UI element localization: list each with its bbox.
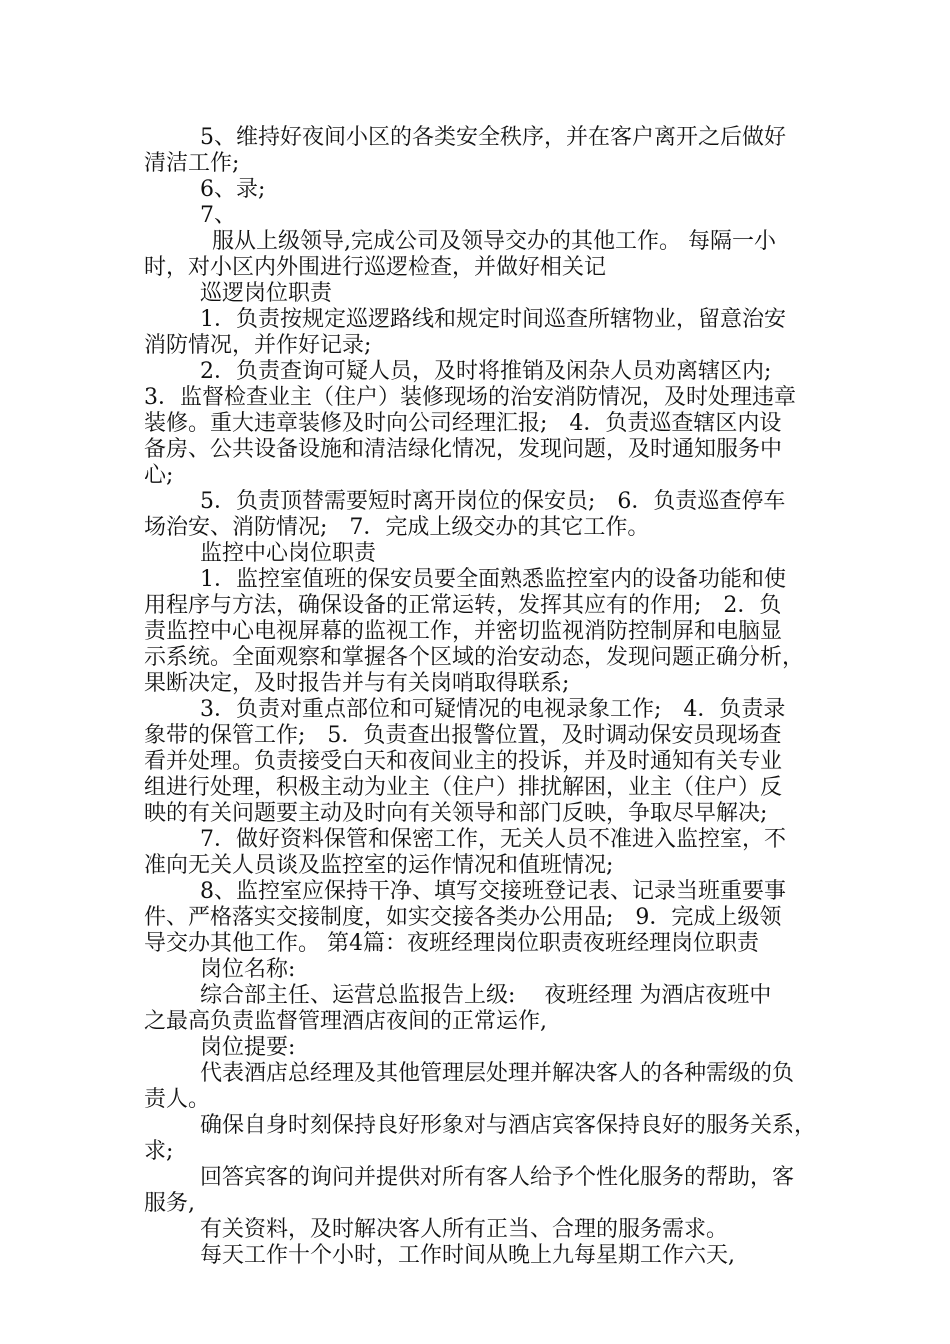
text-line: 准向无关人员谈及监控室的运作情况和值班情况; [144, 853, 614, 878]
text-line: 1．监控室值班的保安员要全面熟悉监控室内的设备功能和使 [200, 567, 786, 592]
text-line: 5、维持好夜间小区的各类安全秩序，并在客户离开之后做好 [200, 125, 786, 150]
text-line: 之最高负责监督管理酒店夜间的正常运作, [144, 1009, 547, 1034]
text-line: 3．负责对重点部位和可疑情况的电视录象工作; 4．负责录 [200, 697, 786, 722]
text-line: 服务, [144, 1191, 195, 1216]
text-line: 求; [144, 1139, 174, 1164]
text-line: 1．负责按规定巡逻路线和规定时间巡查所辖物业，留意治安 [200, 307, 786, 332]
text-line: 时，对小区内外围进行巡逻检查，并做好相关记 [144, 255, 607, 280]
text-line: 每天工作十个小时，工作时间从晚上九每星期工作六天, [200, 1243, 735, 1268]
text-line: 有关资料，及时解决客人所有正当、合理的服务需求。 [200, 1217, 729, 1242]
text-line: 果断决定，及时报告并与有关岗哨取得联系; [144, 671, 570, 696]
text-line: 组进行处理，积极主动为业主（住户）排扰解困，业主（住户）反 [144, 775, 783, 800]
text-line: 备房、公共设备设施和清洁绿化情况，发现问题，及时通知服务中 [144, 437, 783, 462]
text-line: 服从上级领导,完成公司及领导交办的其他工作。 每隔一小 [212, 229, 776, 254]
text-line: 确保自身时刻保持良好形象对与酒店宾客保持良好的服务关系， [200, 1113, 817, 1138]
section-heading: 监控中心岗位职责 [200, 541, 377, 566]
text-line: 场治安、消防情况; 7．完成上级交办的其它工作。 [144, 515, 650, 540]
text-line: 2．负责查询可疑人员，及时将推销及闲杂人员劝离辖区内; [200, 359, 772, 384]
text-line: 导交办其他工作。 第4篇：夜班经理岗位职责夜班经理岗位职责 [144, 931, 759, 956]
text-line: 7．做好资料保管和保密工作，无关人员不准进入监控室，不 [200, 827, 786, 852]
text-line: 岗位名称: [200, 957, 296, 982]
text-line: 3．监督检查业主（住户）装修现场的治安消防情况，及时处理违章 [144, 385, 796, 410]
text-line: 象带的保管工作; 5．负责查出报警位置，及时调动保安员现场查 [144, 723, 782, 748]
text-line: 示系统。全面观察和掌握各个区域的治安动态，发现问题正确分析， [144, 645, 805, 670]
text-line: 7、 [200, 203, 236, 228]
text-line: 岗位提要: [200, 1035, 296, 1060]
text-line: 责人。 [144, 1087, 211, 1112]
text-line: 5．负责顶替需要短时离开岗位的保安员; 6．负责巡查停车 [200, 489, 786, 514]
text-line: 映的有关问题要主动及时向有关领导和部门反映，争取尽早解决; [144, 801, 768, 826]
text-line: 代表酒店总经理及其他管理层处理并解决客人的各种需级的负 [200, 1061, 795, 1086]
text-line: 用程序与方法，确保设备的正常运转，发挥其应有的作用; 2．负 [144, 593, 782, 618]
text-line: 装修。重大违章装修及时向公司经理汇报; 4．负责巡查辖区内设 [144, 411, 782, 436]
text-line: 件、严格落实交接制度，如实交接各类办公用品; 9．完成上级领 [144, 905, 782, 930]
text-line: 责监控中心电视屏幕的监视工作，并密切监视消防控制屏和电脑显 [144, 619, 783, 644]
text-line: 6、录; [200, 177, 266, 202]
text-line: 心; [144, 463, 174, 488]
section-heading: 巡逻岗位职责 [200, 281, 333, 306]
text-line: 综合部主任、运营总监报告上级: 夜班经理 为酒店夜班中 [200, 983, 772, 1008]
text-line: 看并处理。负责接受白天和夜间业主的投诉，并及时通知有关专业 [144, 749, 783, 774]
text-line: 8、监控室应保持干净、填写交接班登记表、记录当班重要事 [200, 879, 786, 904]
text-line: 消防情况，并作好记录; [144, 333, 372, 358]
text-line: 清洁工作; [144, 151, 240, 176]
text-line: 回答宾客的询问并提供对所有客人给予个性化服务的帮助，客 [200, 1165, 795, 1190]
